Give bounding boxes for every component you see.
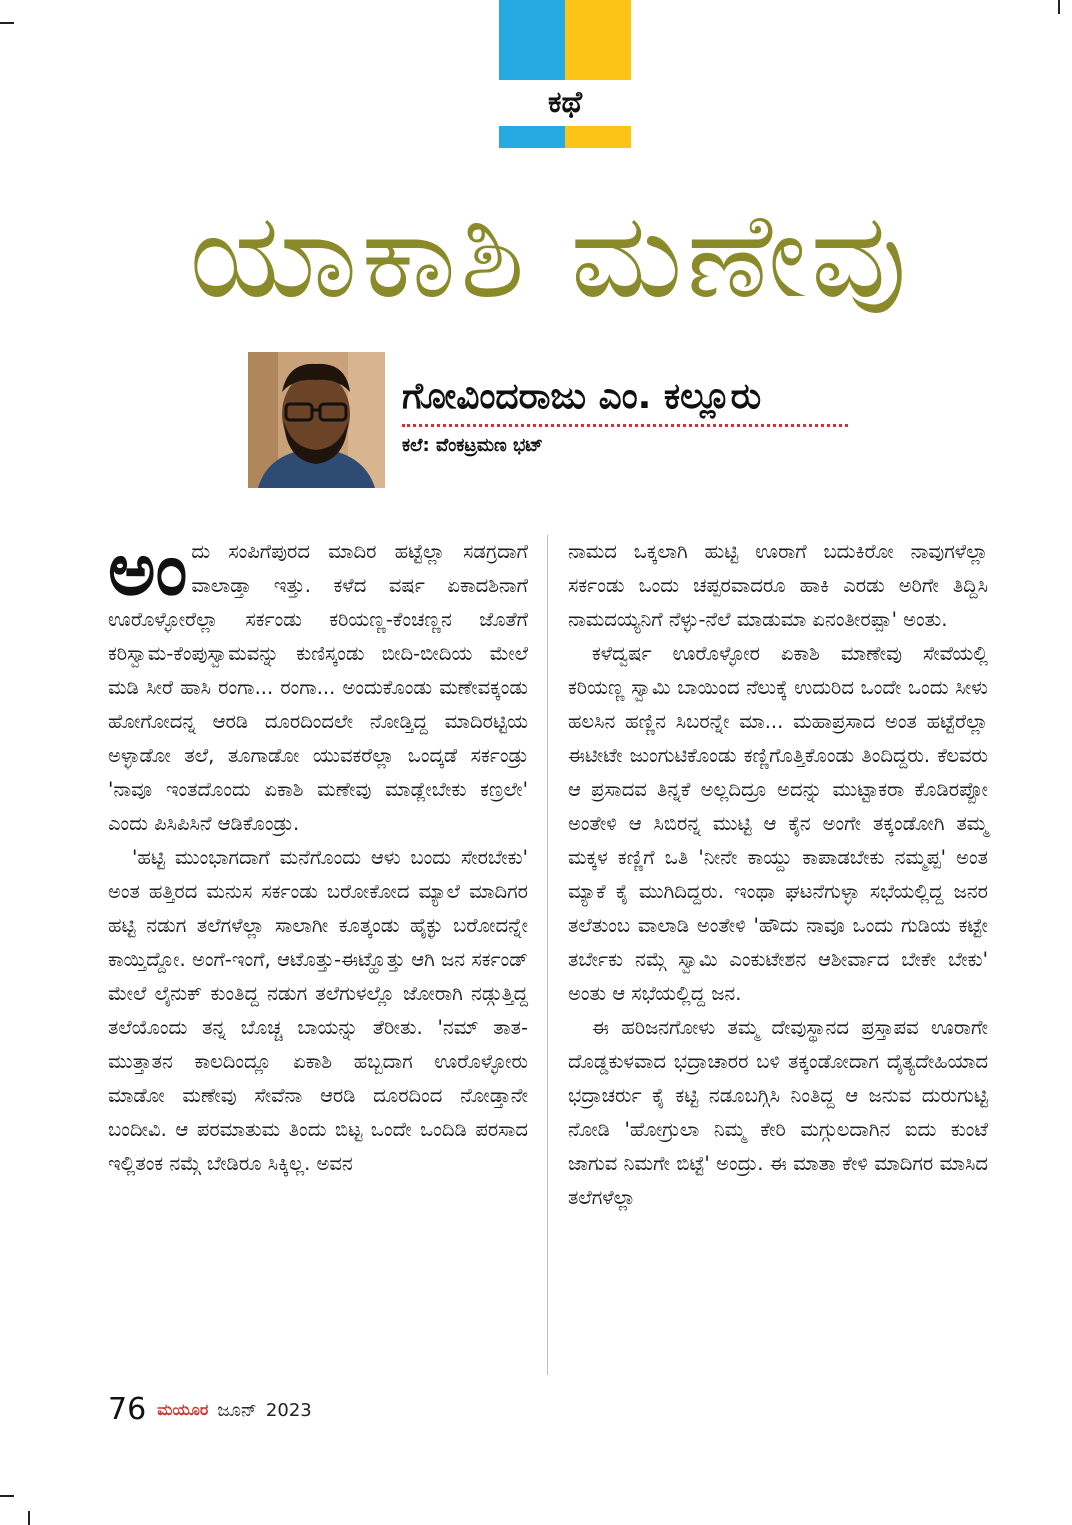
article-column-right	[568, 535, 988, 1215]
paragraph: ಕಳೆದ್ವರ್ಷ ಊರೊಳ್ಳೋರ ಏಕಾಶಿ ಮಾಣೇವು ಸೇವೆಯಲ್ಲಿ ಕರಿಯಣ್ಣ ಸ್ವಾಮಿ ಬಾಯಿಂದ ನೆಲುಕ್ಕೆ ಉದುರಿದ ಒಂದೇ ಒಂದು ಸೀಳು ಹಲಸಿನ ಹಣ್ಣಿನ ಸಿಬರನ್ನೇ ಮಾ... ಮಹಾಪ್ರಸಾದ ಅಂತ ಹಟ್ಟೆರೆಲ್ಲಾ ಈಟೀಟೇ ಜುಂಗುಟಿಕೊಂಡು ಕಣ್ಣಿಗೊತ್ತಿಕೊಂಡು ತಿಂದಿದ್ದರು. ಕೆಲವರು ಆ ಪ್ರಸಾದವ ತಿನ್ನಕೆ ಅಲ್ಲದಿದ್ರೂ ಅದನ್ನು ಮುಟ್ಟಾಕರಾ ಕೊಡಿರಪ್ಪೋ ಅಂತೇಳಿ ಆ ಸಿಬಿರನ್ನ ಮುಟ್ಟಿ ಆ ಕೈನ ಅಂಗೇ ತಕ್ಕಂಡೋಗಿ ತಮ್ಮ ಮಕ್ಕಳ ಕಣ್ಣಿಗೆ ಒತಿ 'ನೀನೇ ಕಾಯ್ದು ಕಾಪಾಡಬೇಕು ನಮ್ಮಪ್ಪ' ಅಂತ ಮ್ಯಾಕೆ ಕೈ ಮುಗಿದಿದ್ದರು. ಇಂಥಾ ಘಟನೆಗುಳ್ಳಾ ಸಭೆಯಲ್ಲಿದ್ದ ಜನರ ತಲೆತುಂಬ ವಾಲಾಡಿ ಅಂತೇಳಿ 'ಹೌದು ನಾವೂ ಒಂದು ಗುಡಿಯ ಕಟ್ಟೇ ತರ್ಬೇಕು ನಮ್ಗೆ ಸ್ವಾಮಿ ಎಂಕುಟೇಶನ ಆಶೀರ್ವಾದ ಬೇಕೇ ಬೇಕು' ಅಂತು ಆ ಸಭೆಯಲ್ಲಿದ್ದ ಜನ.	[568, 642, 988, 1005]
category-color-yellow	[565, 0, 631, 80]
category-color-yellow	[565, 126, 631, 148]
page-number: 76	[108, 1392, 147, 1427]
category-color-blue	[499, 126, 565, 148]
illustrator-label: ಕಲೆ:	[402, 435, 430, 456]
author-divider	[402, 424, 848, 427]
drop-cap: ಅಂ	[108, 527, 188, 611]
issue-month: ಜೂನ್	[217, 1399, 257, 1421]
issue-year: 2023	[265, 1399, 312, 1421]
article-column-left	[108, 527, 528, 1181]
paragraph: ನಾಮದ ಒಕ್ಕಲಾಗಿ ಹುಟ್ಟಿ ಊರಾಗೆ ಬದುಕಿರೋ ನಾವುಗಳೆಲ್ಲಾ ಸರ್ಕಂಡು ಒಂದು ಚಪ್ಪರವಾದರೂ ಹಾಕಿ ಎರಡು ಅರಿಗೇ ತಿದ್ದಿಸಿ ನಾಮದಯ್ಯನಿಗೆ ನೆಳ್ಳು-ನೆಲೆ ಮಾಡುಮಾ ಏನಂತೀರಪ್ಪಾ' ಅಂತು.	[568, 540, 988, 631]
author-photo	[248, 352, 385, 488]
crop-mark	[0, 22, 14, 24]
paragraph: ಈ ಹರಿಜನಗೋಳು ತಮ್ಮ ದೇವುಸ್ಥಾನದ ಪ್ರಸ್ತಾಪವ ಊರಾಗೇ ದೊಡ್ಡಕುಳವಾದ ಭದ್ರಾಚಾರರ ಬಳಿ ತಕ್ಕಂಡೋದಾಗ ದೈತ್ಯದೇಹಿಯಾದ ಭದ್ರಾಚರ್ರು ಕೈ ಕಟ್ಟಿ ನಡೂಬಗ್ಗಿಸಿ ನಿಂತಿದ್ದ ಆ ಜನುವ ದುರುಗುಟ್ಟಿ ನೋಡಿ 'ಹೋಗ್ರುಲಾ ನಿಮ್ಮ ಕೇರಿ ಮಗ್ಗುಲದಾಗಿನ ಐದು ಕುಂಟೆ ಜಾಗುವ ನಿಮಗೇ ಬಿಟ್ಟೆ' ಅಂದ್ರು. ಈ ಮಾತಾ ಕೇಳಿ ಮಾದಿಗರ ಮಾಸಿದ ತಲೆಗಳೆಲ್ಲಾ	[568, 1016, 988, 1209]
author-portrait-image	[248, 352, 385, 488]
author-name: ಗೋವಿಂದರಾಜು ಎಂ. ಕಲ್ಲೂರು	[402, 376, 762, 417]
magazine-name: ಮಯೂರ	[157, 1400, 209, 1419]
crop-mark	[28, 1511, 30, 1525]
category-label: ಕಥೆ	[547, 85, 583, 120]
illustrator-credit	[402, 433, 802, 459]
crop-mark	[0, 1495, 14, 1497]
category-color-blue	[499, 0, 565, 80]
category-block	[499, 0, 631, 148]
story-title: ಯಾಕಾಶಿ ಮಣೇವು	[189, 186, 911, 324]
paragraph: 'ಹಟ್ಟಿ ಮುಂಭಾಗದಾಗೆ ಮನೆಗೊಂದು ಆಳು ಬಂದು ಸೇರಬೇಕು' ಅಂತ ಹತ್ತಿರದ ಮನುಸ ಸರ್ಕಂಡು ಬರೋಕೋದ ಮ್ಯಾಲೆ ಮಾದಿಗರ ಹಟ್ಟಿ ನಡುಗ ತಲೆಗಳೆಲ್ಲಾ ಸಾಲಾಗೀ ಕೂತ್ಕಂಡು ಹೈಕ್ಳು ಬರೋದನ್ನೇ ಕಾಯ್ತಿದ್ದೋ. ಅಂಗೆ-ಇಂಗೆ, ಆಟೊತ್ತು-ಈಟ್ಹೊತ್ತು ಆಗಿ ಜನ ಸರ್ಕಂಡ್ ಮೇಲೆ ಲೈನುಕ್ ಕುಂತಿದ್ದ ನಡುಗ ತಲೆಗುಳಲ್ಲೊ ಜೋರಾಗಿ ನಡ್ಗುತ್ತಿದ್ದ ತಲೆಯೊಂದು ತನ್ನ ಬೊಚ್ಚ ಬಾಯನ್ನು ತೆರೀತು. 'ನಮ್ ತಾತ-ಮುತ್ತಾತನ ಕಾಲದಿಂದ್ಲೂ ಏಕಾಶಿ ಹಬ್ಬದಾಗ ಊರೊಳ್ಳೋರು ಮಾಡೋ ಮಣೇವು ಸೇವೆನಾ ಆರಡಿ ದೂರದಿಂದ ನೋಡ್ತಾನೇ ಬಂದೀವಿ. ಆ ಪರಮಾತುಮ ತಿಂದು ಬಿಟ್ಟ ಒಂದೇ ಒಂದಿಡಿ ಪರಸಾದ ಇಲ್ಲಿತಂಕ ನಮ್ಗೆ ಬೇಡಿರೂ ಸಿಕ್ಕಿಲ್ಲ. ಅವನ	[108, 846, 528, 1175]
page-footer	[108, 1393, 312, 1427]
illustrator-name: ವೆಂಕಟ್ರಮಣ ಭಟ್	[435, 435, 543, 456]
paragraph: ಅಂದು ಸಂಪಿಗೆಪುರದ ಮಾದಿರ ಹಟ್ಟೆಲ್ಲಾ ಸಡಗ್ರದಾಗೆ ವಾಲಾಡ್ತಾ ಇತ್ತು. ಕಳೆದ ವರ್ಷ ಏಕಾದಶಿನಾಗೆ ಊರೊಳ್ಳೋರೆಲ್ಲಾ ಸರ್ಕಂಡು ಕರಿಯಣ್ಣ-ಕೆಂಚಣ್ಣನ ಜೊತೆಗೆ ಕರಿಸ್ವಾಮ-ಕೆಂಪುಸ್ವಾಮವನ್ನು ಕುಣಿಸ್ಕಂಡು ಬೀದಿ-ಬೀದಿಯ ಮೇಲೆ ಮಡಿ ಸೀರೆ ಹಾಸಿ ರಂಗಾ... ರಂಗಾ... ಅಂದುಕೊಂಡು ಮಣೇವಕ್ಕಂಡು ಹೋಗೋದನ್ನ ಆರಡಿ ದೂರದಿಂದಲೇ ನೋಡ್ತಿದ್ದ ಮಾದಿರಟ್ಟಿಯ ಅಳ್ಳಾಡೋ ತಲೆ, ತೂಗಾಡೋ ಯುವಕರೆಲ್ಲಾ ಒಂದ್ಕಡೆ ಸರ್ಕಂಡ್ರು 'ನಾವೂ ಇಂತದೊಂದು ಏಕಾಶಿ ಮಣೇವು ಮಾಡ್ಲೇಬೇಕು ಕಣ್ರಲೇ' ಎಂದು ಪಿಸಿಪಿಸಿನೆ ಆಡಿಕೊಂಡ್ರು.	[108, 527, 528, 835]
crop-mark	[1058, 0, 1060, 14]
column-divider	[547, 535, 548, 1375]
